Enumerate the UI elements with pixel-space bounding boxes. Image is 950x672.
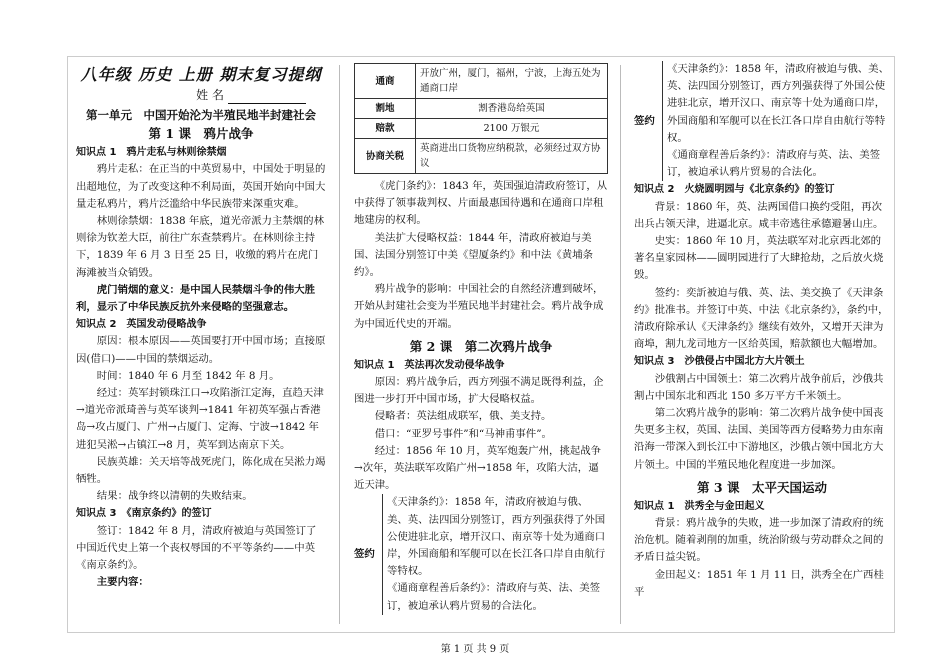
document-page <box>67 56 895 633</box>
table-row <box>355 99 608 119</box>
column-3 <box>626 57 894 632</box>
table-head: 通商 <box>355 64 416 99</box>
sign-label: 签约 <box>354 548 375 561</box>
table-cell: 英商进出口货物应纳税款，必须经过双方协议 <box>416 139 608 174</box>
paragraph: 《通商章程善后条约》：清政府与英、法、美签订，被迫承认鸦片贸易的合法化。 <box>387 582 601 612</box>
paragraph: 签订：1842 年 8 月，清政府被迫与英国签订了中国近代史上第一个丧权辱国的不平等条约——中英《南京条约》。 <box>76 524 317 572</box>
paragraph: 主要内容： <box>96 576 149 589</box>
knowledge-point-1: 知识点 1 英法再次发动侵华战争 <box>354 359 505 371</box>
paragraph: 沙俄割占中国领土：第二次鸦片战争前后，沙俄共割占中国东北和西北 150 多万平方千米领土。 <box>634 372 884 402</box>
paragraph: 鸦片走私：在正当的中英贸易中，中国处于明显的出超地位，为了改变这种不利局面，英国开始向中国大量走私鸦片，鸦片泛滥给中华民族带来深重灾难。 <box>76 163 326 210</box>
paragraph: 经过：1856 年 10 月，英军炮轰广州，挑起战争→次年，英法联军攻陷广州→1858 年，攻陷大沽，逼近天津。 <box>354 444 602 492</box>
paragraph: 林则徐禁烟：1838 年底，道光帝派力主禁烟的林则徐为钦差大臣，前往广东查禁鸦片。在林则徐主持下，1839 年 6 月 3 日至 25 日，收缴的鸦片在虎门海滩被当众销毁。 <box>76 215 324 279</box>
paragraph: 史实：1860 年 10 月，英法联军对北京西北郊的著名皇家园林——圆明园进行了大肆抢劫，之后放火烧毁。 <box>634 235 884 282</box>
paragraph: 《天津条约》：1858 年，清政府被迫与俄、美、英、法四国分别签订，西方列强获得了外国公使进驻北京，增开汉口、南京等十处为通商口岸，外国商船和军舰可以在长江各口岸自由航行等特权。 <box>387 496 606 578</box>
table-head: 割地 <box>355 99 416 119</box>
paragraph: 《虎门条约》：1843 年，英国强迫清政府签订，从中获得了领事裁判权、片面最惠国待遇和在通商口岸租地建房的权利。 <box>354 180 608 227</box>
table-row <box>355 139 608 174</box>
unit-title: 第一单元 中国开始沦为半殖民地半封建社会 <box>86 108 316 123</box>
paragraph: 结果：战争终以清朝的失败结束。 <box>96 490 253 503</box>
paragraph: 《天津条约》：1858 年，清政府被迫与俄、美、英、法四国分别签订，西方列强获得了外国公使进驻北京，增开汉口、南京等十处为通商口岸，外国商船和军舰可以在长江各口岸自由航行等特权。 <box>667 63 889 144</box>
table-cell: 开放广州，厦门，福州，宁波，上海五处为通商口岸 <box>416 64 608 99</box>
paragraph: 民族英雄：关天培等战死虎门，陈化成在吴淞力竭牺牲。 <box>76 455 326 486</box>
knowledge-point-1: 知识点 1 鸦片走私与林则徐禁烟 <box>76 147 227 159</box>
doc-title: 八年级 历史 上册 期末复习提纲 <box>80 65 322 84</box>
column-1 <box>68 57 332 632</box>
sign-body <box>382 494 608 614</box>
column-divider <box>339 65 340 624</box>
paragraph: 经过：英军封锁珠江口→攻陷浙江定海，直趋天津→道光帝派琦善与英军谈判→1841 年初英军强占香港岛→攻占厦门、广州→占厦门、定海、宁波→1842 年进犯吴淞→占镇江→8 月，英军到达南京下关。 <box>76 387 324 451</box>
paragraph: 签约：奕訢被迫与俄、英、法、美交换了《天津条约》批准书。并签订中英、中法《北京条约》，条约中，清政府除承认《天津条约》继续有效外，又增开天津为商埠，割九龙司地方一区给英国，赔款额也大幅增加。 <box>634 286 889 351</box>
knowledge-point-2: 知识点 2 火烧圆明园与《北京条约》的签订 <box>634 184 835 196</box>
paragraph: 鸦片战争的影响：中国社会的自然经济遭到破坏，开始从封建社会变为半殖民地半封建社会。鸦片战争成为中国近代史的开端。 <box>354 283 604 330</box>
lesson-2-title: 第 2 课 第二次鸦片战争 <box>409 338 553 354</box>
page-number: 第 1 页 共 9 页 <box>440 644 510 655</box>
table-row <box>355 119 608 139</box>
treaty-table <box>354 63 608 174</box>
column-divider <box>620 65 621 624</box>
knowledge-point-3: 知识点 3 沙俄侵占中国北方大片领土 <box>634 356 805 368</box>
table-cell: 割香港岛给英国 <box>416 99 608 119</box>
paragraph: 侵略者：英法组成联军，俄、美支持。 <box>374 410 552 423</box>
name-label: 姓 名 <box>196 88 224 102</box>
paragraph: 时间：1840 年 6 月至 1842 年 8 月。 <box>96 369 280 382</box>
table-cell: 2100 万银元 <box>416 119 608 139</box>
lesson-3-title: 第 3 课 太平天国运动 <box>697 479 827 495</box>
knowledge-point-1: 知识点 1 洪秀全与金田起义 <box>634 500 765 512</box>
paragraph: 原因：鸦片战争后，西方列强不满足既得利益，企图进一步打开中国市场，扩大侵略权益。 <box>354 376 604 406</box>
paragraph: 第二次鸦片战争的影响：第二次鸦片战争使中国丧失更多主权，英国、法国、美国等西方侵略势力由东南沿海一带深入到长江中下游地区，沙俄占领中国北方大片领土。中国的半殖民地化程度进一步加深。 <box>634 407 884 471</box>
sign-label: 签约 <box>634 114 655 127</box>
table-head: 协商关税 <box>355 139 416 174</box>
signing-bracket <box>354 494 608 614</box>
paragraph: 金田起义：1851 年 1 月 11 日，洪秀全在广西桂平 <box>634 568 884 598</box>
paragraph: 背景：1860 年，英、法两国借口换约受阻，再次出兵占领天津，进逼北京。咸丰帝逃往承德避暑山庄。 <box>634 200 884 230</box>
paragraph: 借口：“亚罗号事件”和“马神甫事件”。 <box>374 427 552 440</box>
lesson-1-title: 第 1 课 鸦片战争 <box>148 126 254 142</box>
sign-body <box>662 61 890 181</box>
table-row <box>355 64 608 99</box>
column-2 <box>346 57 614 632</box>
name-blank <box>228 91 306 104</box>
name-field <box>76 87 306 104</box>
paragraph: 美法扩大侵略权益：1844 年，清政府被迫与美国、法国分别签订中美《望厦条约》和中法《黄埔条约》。 <box>354 231 593 279</box>
knowledge-point-2: 知识点 2 英国发动侵略战争 <box>76 319 207 331</box>
knowledge-point-3: 知识点 3 《南京条约》的签订 <box>76 508 212 520</box>
paragraph: 虎门销烟的意义：是中国人民禁烟斗争的伟大胜利，显示了中华民族反抗外来侵略的坚强意志。 <box>76 283 315 314</box>
paragraph: 《通商章程善后条约》：清政府与英、法、美签订，被迫承认鸦片贸易的合法化。 <box>667 149 881 179</box>
signing-bracket <box>634 61 890 181</box>
paragraph: 背景：鸦片战争的失败，进一步加深了清政府的统治危机。随着剥削的加重，统治阶级与劳动群众之间的矛盾日益尖锐。 <box>634 517 884 564</box>
table-head: 赔款 <box>355 119 416 139</box>
paragraph: 原因：根本原因——英国要打开中国市场；直接原因(借口)——中国的禁烟运动。 <box>76 335 326 365</box>
